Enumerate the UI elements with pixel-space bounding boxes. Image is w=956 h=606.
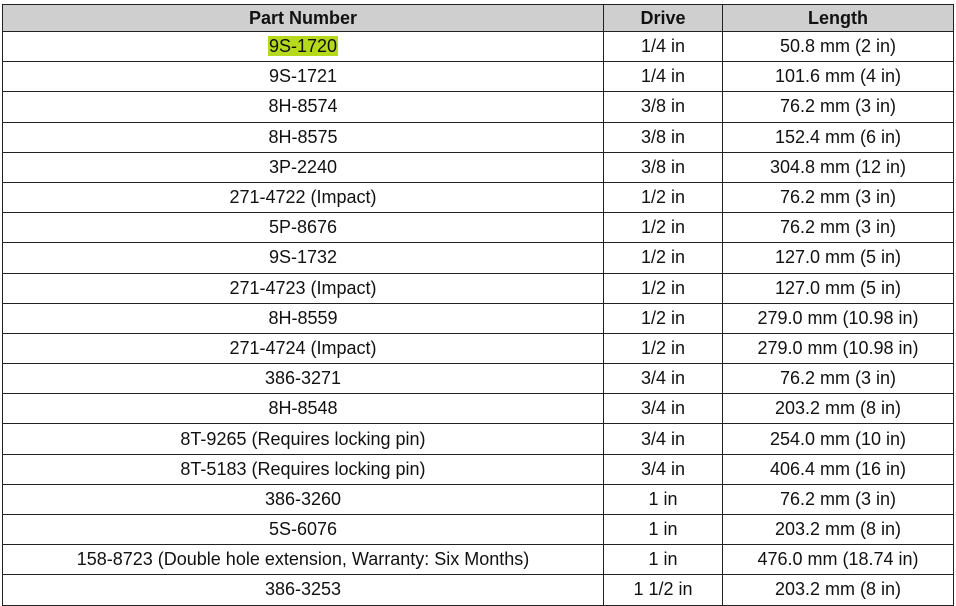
table-row xyxy=(3,92,954,122)
part-number-cell: 9S-1732 xyxy=(3,243,604,273)
table-row xyxy=(3,152,954,182)
length-cell: 101.6 mm (4 in) xyxy=(723,62,954,92)
length-cell: 279.0 mm (10.98 in) xyxy=(723,303,954,333)
part-number-cell: 5P-8676 xyxy=(3,213,604,243)
table-row xyxy=(3,575,954,605)
length-cell: 152.4 mm (6 in) xyxy=(723,122,954,152)
table-row xyxy=(3,484,954,514)
part-number-cell: 271-4724 (Impact) xyxy=(3,333,604,363)
parts-table xyxy=(2,4,954,606)
part-number-cell: 8H-8574 xyxy=(3,92,604,122)
drive-cell: 1/4 in xyxy=(604,32,723,62)
table-row xyxy=(3,454,954,484)
drive-cell: 1 1/2 in xyxy=(604,575,723,605)
highlighted-part-number: 9S-1720 xyxy=(268,36,338,57)
part-number-cell xyxy=(3,32,604,62)
length-cell: 203.2 mm (8 in) xyxy=(723,394,954,424)
header-length: Length xyxy=(723,5,954,32)
length-cell: 127.0 mm (5 in) xyxy=(723,273,954,303)
length-cell: 76.2 mm (3 in) xyxy=(723,92,954,122)
drive-cell: 1 in xyxy=(604,545,723,575)
length-cell: 279.0 mm (10.98 in) xyxy=(723,333,954,363)
table-row xyxy=(3,545,954,575)
table-row xyxy=(3,515,954,545)
table-row xyxy=(3,182,954,212)
drive-cell: 3/4 in xyxy=(604,394,723,424)
part-number-cell: 9S-1721 xyxy=(3,62,604,92)
table-row xyxy=(3,213,954,243)
table-row xyxy=(3,364,954,394)
length-cell: 254.0 mm (10 in) xyxy=(723,424,954,454)
table-row xyxy=(3,303,954,333)
drive-cell: 1/2 in xyxy=(604,333,723,363)
drive-cell: 1/2 in xyxy=(604,213,723,243)
table-row xyxy=(3,424,954,454)
length-cell: 203.2 mm (8 in) xyxy=(723,575,954,605)
parts-table-container xyxy=(2,4,954,606)
table-row xyxy=(3,394,954,424)
drive-cell: 1/2 in xyxy=(604,243,723,273)
header-part-number: Part Number xyxy=(3,5,604,32)
drive-cell: 3/8 in xyxy=(604,92,723,122)
part-number-cell: 8H-8559 xyxy=(3,303,604,333)
length-cell: 76.2 mm (3 in) xyxy=(723,182,954,212)
drive-cell: 3/4 in xyxy=(604,454,723,484)
part-number-cell: 8H-8548 xyxy=(3,394,604,424)
drive-cell: 3/4 in xyxy=(604,364,723,394)
length-cell: 406.4 mm (16 in) xyxy=(723,454,954,484)
length-cell: 50.8 mm (2 in) xyxy=(723,32,954,62)
drive-cell: 1 in xyxy=(604,484,723,514)
part-number-cell: 3P-2240 xyxy=(3,152,604,182)
part-number-cell: 5S-6076 xyxy=(3,515,604,545)
length-cell: 127.0 mm (5 in) xyxy=(723,243,954,273)
length-cell: 76.2 mm (3 in) xyxy=(723,364,954,394)
drive-cell: 1/4 in xyxy=(604,62,723,92)
part-number-cell: 386-3260 xyxy=(3,484,604,514)
part-number-cell: 8H-8575 xyxy=(3,122,604,152)
length-cell: 476.0 mm (18.74 in) xyxy=(723,545,954,575)
length-cell: 304.8 mm (12 in) xyxy=(723,152,954,182)
length-cell: 203.2 mm (8 in) xyxy=(723,515,954,545)
table-row xyxy=(3,32,954,62)
table-row xyxy=(3,122,954,152)
part-number-cell: 8T-5183 (Requires locking pin) xyxy=(3,454,604,484)
part-number-cell: 271-4722 (Impact) xyxy=(3,182,604,212)
length-cell: 76.2 mm (3 in) xyxy=(723,213,954,243)
table-header-row xyxy=(3,5,954,32)
table-row xyxy=(3,273,954,303)
drive-cell: 1/2 in xyxy=(604,273,723,303)
part-number-cell: 271-4723 (Impact) xyxy=(3,273,604,303)
header-drive: Drive xyxy=(604,5,723,32)
drive-cell: 1 in xyxy=(604,515,723,545)
length-cell: 76.2 mm (3 in) xyxy=(723,484,954,514)
table-row xyxy=(3,333,954,363)
drive-cell: 1/2 in xyxy=(604,303,723,333)
part-number-cell: 8T-9265 (Requires locking pin) xyxy=(3,424,604,454)
drive-cell: 3/8 in xyxy=(604,122,723,152)
drive-cell: 3/8 in xyxy=(604,152,723,182)
part-number-cell: 158-8723 (Double hole extension, Warranty: Six Months) xyxy=(3,545,604,575)
table-row xyxy=(3,62,954,92)
part-number-cell: 386-3253 xyxy=(3,575,604,605)
drive-cell: 1/2 in xyxy=(604,182,723,212)
part-number-cell: 386-3271 xyxy=(3,364,604,394)
table-row xyxy=(3,243,954,273)
drive-cell: 3/4 in xyxy=(604,424,723,454)
